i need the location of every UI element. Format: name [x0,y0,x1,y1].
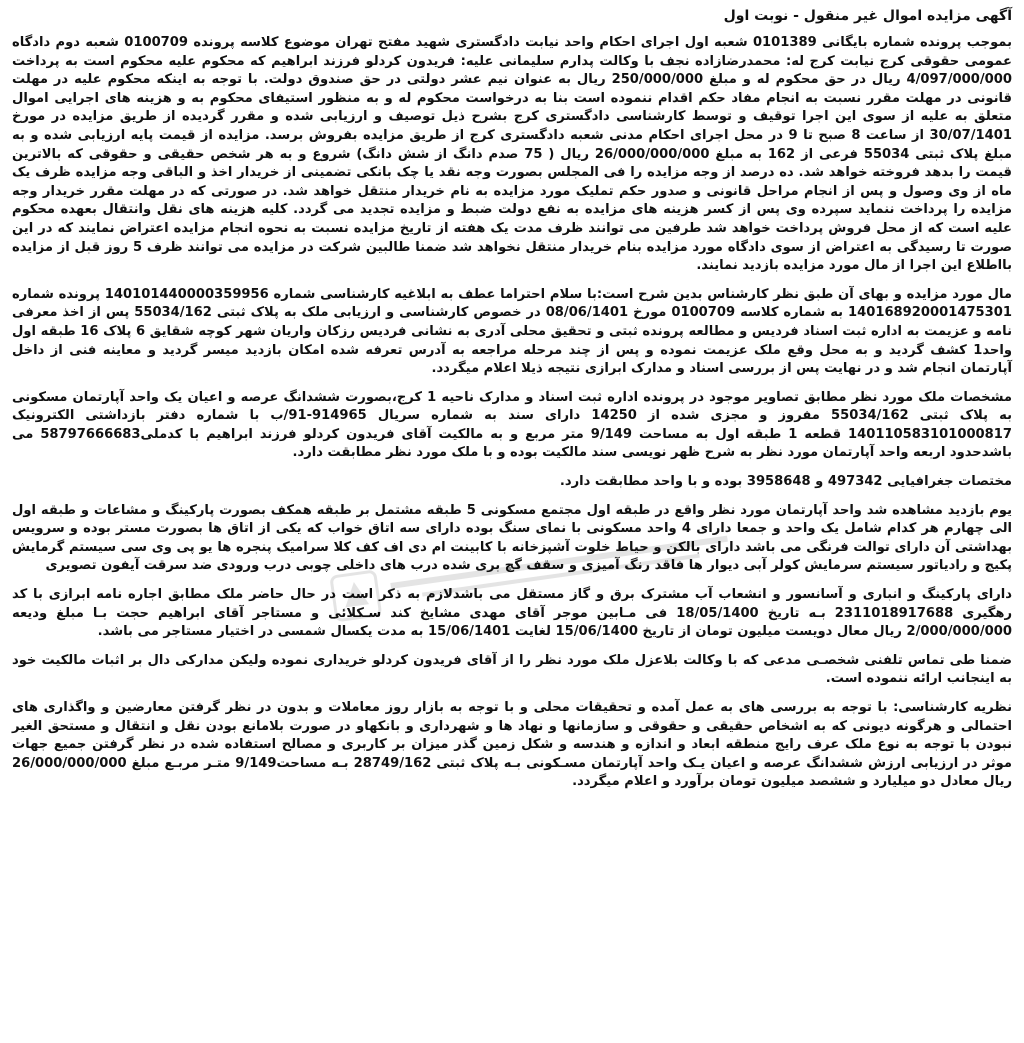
notice-title: آگهی مزایده اموال غیر منقول - نوبت اول [723,8,1012,24]
notice-paragraph-valuation: نظریه کارشناسی: با توجه به بررسی های به عمل آمده و تحقیقات محلی و با توجه به بازار روز معاملات و بدون در نظر گرفتن معارضین و واگذاری های احتمالی و هرگونه دیونی که به اشخاص حقیقی و حقوقی و سازمانها و نهاد ها و شهرداری و بانکهاو در صورت بلامانع بودن نقل و انتقال و مستحق الغیر نبودن با توجه به نوع ملک عرف رایج منطقه ابعاد و اندازه و هندسه و شکل زمین گذر میزان بر کاربری و مصالح استفاده شده در نظر گرفتن جمیع جهات موثر در ارزیابی ارزش ششدانگ عرصه و اعیان یـک واحد آپارتمان مسـکونی بـه پلاک ثبتی 28749/162 بـه مساحت9/149 متـر مربـع مبلغ 26/000/000/000 ریال معادل دو میلیارد و ششصد میلیون تومان برآورد و اعلام میگردد. [12,700,1013,790]
notice-paragraph-lease: دارای پارکینگ و انباری و آسانسور و انشعاب آب مشترک برق و گاز مستقل می باشدلازم به ذکر است در حال حاضر ملک مطابق اجاره نامه ابرازی با کد رهگیری 2311018917688 بـه تاریخ 18/05/1400 فی مـابین موجر آقای مهدی مشایخ کند سـکلائی و مستاجر آقای ابراهیم حجت بـا مبلغ ودیعه 2/000/000/000 ریال معال دویست میلیون تومان از تاریخ 15/06/1400 لغایت 15/06/1401 به مدت یکسال شمسی در اختیار مستاجر می باشد. [12,587,1012,640]
notice-paragraph-intro: بموجب پرونده شماره بایگانی 0101389 شعبه اول اجرای احکام واحد نیابت دادگستری شهید مفتح تهران موضوع کلاسه پرونده 0100709 شعبه دوم دادگاه عمومی حقوقی کرج نیابت کرج له: محمدرضازاده نجف با وکالت پدارم سلیمانی علیه: فریدون کردلو فرزند ابراهیم که محکوم علیه محکوم است به پرداخت 4/097/000/000 ریال در حق محکوم له و مبلغ 250/000/000 ریال به عنوان نیم عشر دولتی در حق صندوق دولت. با توجه به اینکه محکوم علیه در مهلت قانونی در مهلت مقرر نسبت به انجام مفاد حکم اقدام ننموده است بنا به درخواست محکوم له و به منظور استیفای محکوم به و هزینه های اجرایی اموال متعلق به علیه از سوی این اجرا توقیف و توسط کارشناسی دادگستری کرج بشرح ذیل توصیف و ارزیابی شده و مقرر گردیده از طریق مزایده در مورخ 30/07/1401 از ساعت 8 صبح تا 9 در محل اجرای احکام مدنی شعبه دادگستری کرج از طریق مزایده بفروش برسد. مزایده از قیمت پایه ارزیابی شده و به مبلغ پلاک ثبتی 55034 فرعی از 162 به مبلغ 26/000/000/000 ریال ( 75 صدم دانگ از شش دانگ) شروع و به هر شخص حقیقی و حقوقی که بالاترین قیمت را بدهد فروخته خواهد شد. ده درصد از وجه مزایده را فی المجلس بصورت وجه نقد یا چک بانکی تضمینی از خریدار اخذ و الباقی وجه مزایده ظرف یک ماه از وی وصول و پس از انجام مراحل قانونی و صدور حکم تملیک مورد مزایده به نام خریدار منتقل خواهد شد. در صورتی که در مهلت مقرر خریدار وجه مزایده را پرداخت ننماید سپرده وی پس از کسر هزینه های مزایده به نفع دولت ضبط و مزایده تجدید می گردد. کلیه هزینه های نقل وانتقال بعهده محکوم علیه است که از محل فروش پرداخت خواهد شد طرفین می توانند ظرف مدت یک هفته از تاریخ مزایده نسبت به نحوه انجام مزایده اعتراض نمایند که در این صورت تا رسیدگی به اعتراض از سوی دادگاه مورد مزایده بنام خریدار منتقل نخواهد شد ضمنا طالبین شرکت در مزایده می توانند ظرف 5 روز قبل از مزایده بااطلاع این اجرا از مال مورد مزایده بازدید نمایند. [12,35,1013,274]
notice-paragraph-property-specs: مشخصات ملک مورد نظر مطابق تصاویر موجود در پرونده اداره ثبت اسناد و مدارک ناحیه 1 کرج،بصورت ششدانگ عرصه و اعیان یک واحد آپارتمان مسکونی به پلاک ثبتی 55034/162 مفروز و مجزی شده از 14250 دارای سند به شماره سریال 914965-91/ب با شماره دفتر بازداشتی الکترونیک 140110583101000817 قطعه 1 طبقه اول به مساحت 9/149 متر مربع و به مالکیت آقای فریدون کردلو فرزند ابراهیم با کدملی58797666683 می باشدحدود اربعه واحد آپارتمان مورد نظر به شرح ظهر نویسی سند مالکیت بوده و با ملک مورد نظر مطابقت دارد. [12,389,1013,461]
notice-paragraph-expert-report: مال مورد مزایده و بهای آن طبق نظر کارشناس بدین شرح است:با سلام احتراما عطف به ابلاغیه کارشناسی شماره 140101440000359956 پرونده شماره 140168920001475301 به شماره کلاسه 0100709 مورخ 08/06/1401 در خصوص کارشناسی و ارزیابی ملک به پلاک ثبتی 55034/162 پس از اخذ معرفی نامه و عزیمت به اداره ثبت اسناد فردیس و مطالعه پرونده ثبتی و تحقیق محلی آدری به نشانی فردیس رزکان واریان شهر کوچه شقایق 6 پلاک 16 طبقه اول واحد1 کشف گردید و به محل وقع ملک عزیمت نموده و پس از چند مرحله مراجعه به آدرس تعرفه شده امکان بازدید میسر گردید و معاینه فنی از داخل آپارتمان انجام شد و در نهایت پس از بررسی اسناد و مدارک ابرازی نتیجه ذیلا اعلام میگردد. [12,286,1012,377]
notice-paragraph-coordinates: مختصات جغرافیایی 497342 و 3958648 بوده و با واحد مطابقت دارد. [559,474,1012,490]
notice-paragraph-inspection: یوم بازدید مشاهده شد واحد آپارتمان مورد نظر واقع در طبقه اول مجتمع مسکونی 5 طبقه مشتمل بر طبقه همکف بصورت پارکینگ و مشاعات و طبقه اول الی چهارم هر کدام شامل یک واحد و جمعا دارای 4 واحد مسکونی با نمای سنگ بوده دارای سه اتاق خواب که یکی از اتاق ها بصورت مستر بوده و سرویس بهداشتی آن دارای توالت فرنگی می باشد دارای بالکن و حیاط خلوت آشپزخانه با کابینت ام دی اف کف کلا سرامیک پنجره ها یو پی وی سی سیستم گرمایش پکیج و رادیاتور سیستم سرمایش کولر آبی دیوار ها فاقد رنگ آمیزی و سقف گچ بری شده درب های داخلی چوبی درب ورودی ضد سرقت آیفون تصویری [12,502,1012,574]
notice-paragraph-claimant: ضمنا طی تماس تلفنی شخصـی مدعی که با وکالت بلاعزل ملک مورد نظر را از آقای فریدون کردلو خریداری نموده ولیکن مدارکی دال بر اثبات مالکیت خود به اینجانب ارائه ننموده است. [12,652,1012,687]
